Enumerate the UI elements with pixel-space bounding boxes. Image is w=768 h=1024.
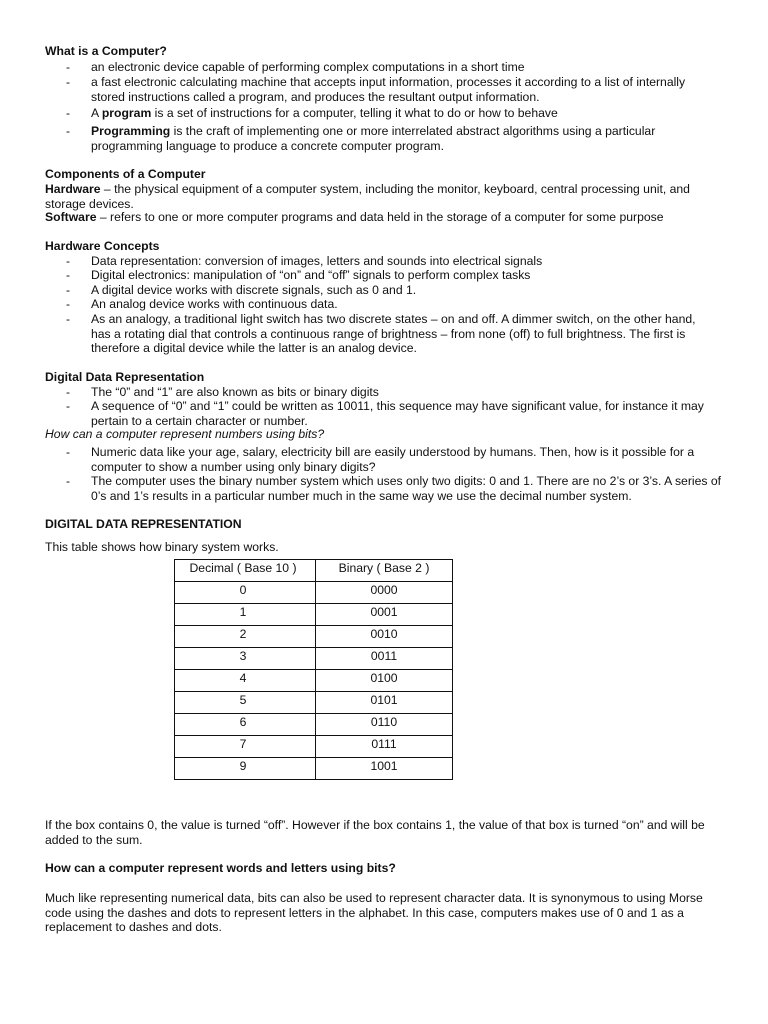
- list-item: Numeric data like your age, salary, electricity bill are easily understood by humans. Then, how is it possible for a computer to show a number using only binary digits?: [91, 445, 695, 474]
- table-intro: This table shows how binary system works.: [45, 540, 279, 554]
- bullet-dash: -: [66, 124, 71, 138]
- words-paragraph: Much like representing numerical data, bits can also be used to represent character data. It is synonymous to using Morse code using the dashes and dots to represent letters in the alphabet. In this case, computers makes use of 0 and 1 as a replacement to dashes and dots.: [45, 891, 703, 935]
- cell-decimal: 5: [175, 692, 316, 714]
- bullet-dash: -: [66, 312, 71, 326]
- table-row: [175, 670, 453, 692]
- cell-binary: 0111: [316, 736, 453, 758]
- definition-text: – refers to one or more computer programs and data held in the storage of a computer for some purpose: [96, 210, 664, 224]
- table-row: [175, 714, 453, 736]
- column-header-decimal: Decimal ( Base 10 ): [175, 560, 316, 582]
- table-row: [175, 736, 453, 758]
- bullet-dash: -: [66, 445, 71, 459]
- table-row: [175, 648, 453, 670]
- list-item: an electronic device capable of performing complex computations in a short time: [91, 60, 525, 74]
- list-item: A sequence of “0” and “1” could be written as 10011, this sequence may have significant value, for instance it may pertain to a certain character or number.: [91, 399, 704, 428]
- list-item: [91, 124, 691, 153]
- cell-decimal: 7: [175, 736, 316, 758]
- cell-decimal: 1: [175, 604, 316, 626]
- list-item: Data representation: conversion of images, letters and sounds into electrical signals: [91, 254, 543, 268]
- software-definition: [45, 210, 725, 225]
- heading-words: How can a computer represent words and letters using bits?: [45, 861, 396, 875]
- cell-binary: 1001: [316, 758, 453, 780]
- bullet-dash: -: [66, 75, 71, 89]
- list-item: The “0” and “1” are also known as bits or binary digits: [91, 385, 379, 399]
- definition-text: – the physical equipment of a computer system, including the monitor, keyboard, central processing unit, and storage devices.: [45, 182, 690, 211]
- heading-hardware-concepts: Hardware Concepts: [45, 239, 160, 253]
- cell-decimal: 3: [175, 648, 316, 670]
- heading-components: Components of a Computer: [45, 167, 206, 181]
- bullet-dash: -: [66, 254, 71, 268]
- heading-digital-data: Digital Data Representation: [45, 370, 205, 384]
- bullet-dash: -: [66, 283, 71, 297]
- list-item: The computer uses the binary number system which uses only two digits: 0 and 1. There are no 2’s or 3’s. A series of 0’s and 1’s results in a particular number much in the same way we use the decimal number system.: [91, 474, 722, 503]
- bullet-dash: -: [66, 385, 71, 399]
- term-hardware: Hardware: [45, 182, 101, 196]
- cell-decimal: 4: [175, 670, 316, 692]
- bullet-dash: -: [66, 297, 71, 311]
- heading-what-is-computer: What is a Computer?: [45, 44, 167, 58]
- heading-ddr: DIGITAL DATA REPRESENTATION: [45, 517, 242, 531]
- item-text: is a set of instructions for a computer, telling it what to do or how to behave: [151, 106, 558, 120]
- bullet-dash: -: [66, 106, 71, 120]
- column-header-binary: Binary ( Base 2 ): [316, 560, 453, 582]
- list-item: As an analogy, a traditional light switch has two discrete states – on and off. A dimmer switch, on the other hand, has a rotating dial that controls a continuous range of brightness – from none (off) to full brightness. The first is therefore a digital device while the latter is an analog device.: [91, 312, 696, 356]
- after-table-text: If the box contains 0, the value is turned “off”. However if the box contains 1, the value of that box is turned “on” and will be added to the sum.: [45, 818, 705, 847]
- cell-binary: 0100: [316, 670, 453, 692]
- cell-decimal: 0: [175, 582, 316, 604]
- table-header-row: [175, 560, 453, 582]
- question-numbers: How can a computer represent numbers using bits?: [45, 427, 325, 441]
- bullet-dash: -: [66, 399, 71, 413]
- term-program: program: [101, 106, 152, 120]
- list-item: a fast electronic calculating machine that accepts input information, processes it according to a list of internally stored instructions called a program, and produces the resultant output information.: [91, 75, 686, 104]
- table-row: [175, 692, 453, 714]
- binary-table: [174, 559, 453, 780]
- list-item: A digital device works with discrete signals, such as 0 and 1.: [91, 283, 417, 297]
- cell-decimal: 2: [175, 626, 316, 648]
- cell-binary: 0010: [316, 626, 453, 648]
- cell-binary: 0011: [316, 648, 453, 670]
- item-text: is the craft of implementing one or more interrelated abstract algorithms using a particular programming language to produce a concrete computer program.: [91, 124, 656, 153]
- bullet-dash: -: [66, 474, 71, 488]
- item-text: A: [91, 106, 102, 120]
- list-item: An analog device works with continuous data.: [91, 297, 338, 311]
- list-item: [91, 106, 741, 121]
- table-row: [175, 758, 453, 780]
- cell-decimal: 9: [175, 758, 316, 780]
- table-row: [175, 626, 453, 648]
- hardware-definition: [45, 182, 710, 211]
- bullet-dash: -: [66, 268, 71, 282]
- table-row: [175, 582, 453, 604]
- cell-binary: 0000: [316, 582, 453, 604]
- cell-binary: 0001: [316, 604, 453, 626]
- term-programming: Programming: [91, 124, 171, 138]
- cell-decimal: 6: [175, 714, 316, 736]
- cell-binary: 0110: [316, 714, 453, 736]
- term-software: Software: [45, 210, 97, 224]
- bullet-dash: -: [66, 60, 71, 74]
- cell-binary: 0101: [316, 692, 453, 714]
- table-row: [175, 604, 453, 626]
- list-item: Digital electronics: manipulation of “on” and “off” signals to perform complex tasks: [91, 268, 531, 282]
